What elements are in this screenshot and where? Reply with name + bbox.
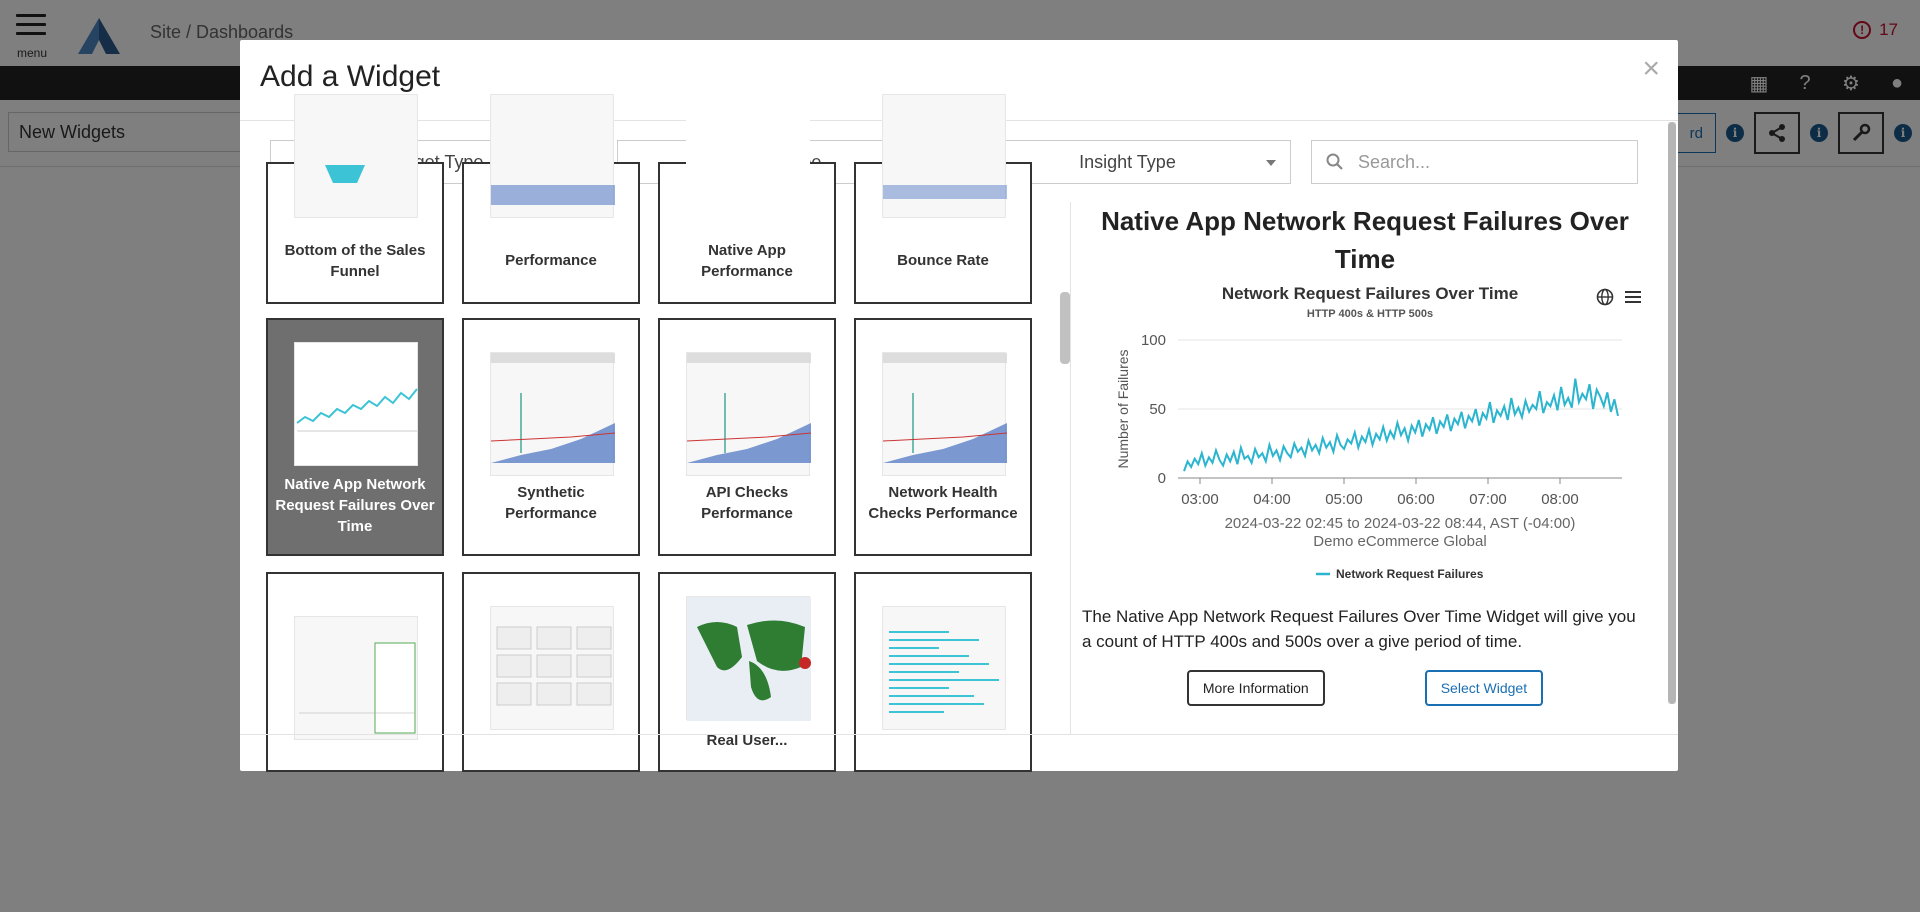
series-line [1184,379,1618,472]
x-tick-label: 07:00 [1469,491,1507,508]
widget-thumbnail [294,94,418,218]
x-tick-label: 08:00 [1541,491,1579,508]
widget-card[interactable] [658,162,836,304]
legend-label: Network Request Failures [1336,567,1484,581]
widget-thumbnail [686,352,810,476]
y-tick-label: 50 [1149,401,1166,418]
detail-title: Native App Network Request Failures Over Time [1101,206,1629,274]
modal-scrollbar[interactable] [1668,122,1676,704]
widget-card[interactable] [854,162,1032,304]
modal-body [240,202,1678,749]
x-tick-label: 05:00 [1325,491,1363,508]
chevron-down-icon [1266,160,1276,166]
x-tick-label: 03:00 [1181,491,1219,508]
line-chart [1092,328,1648,628]
widget-thumbnail [686,596,810,720]
y-tick-label: 0 [1157,470,1166,487]
search-icon [1326,153,1344,171]
widget-thumbnail [686,94,810,218]
widget-thumbnail [882,606,1006,730]
chart-container [1092,284,1648,581]
widget-thumbnail [490,606,614,730]
widget-card[interactable] [462,162,640,304]
widget-card-label: Native App Network Request Failures Over Time [275,476,435,535]
search-input[interactable] [1311,140,1638,184]
widget-thumbnail [882,94,1006,218]
globe-icon[interactable] [1596,288,1614,306]
widget-card-label: Real User... [706,732,788,749]
chart-title: Network Request Failures Over Time [1221,284,1519,303]
widget-card-label: Native App Performance [701,242,793,280]
chart-caption: Demo eCommerce Global [1313,533,1487,550]
chart-menu-icon[interactable] [1624,288,1642,306]
widget-card-selected[interactable] [266,318,444,556]
widget-card-label: Network Health Checks Performance [868,484,1018,522]
widget-card[interactable] [854,318,1032,556]
widget-detail-panel [1082,202,1648,734]
widget-card[interactable] [658,318,836,556]
chart-subtitle: HTTP 400s & HTTP 500s [1306,308,1434,320]
more-information-button[interactable]: More Information [1187,670,1325,706]
widget-card-label: API Checks Performance [701,484,793,522]
widget-thumbnail [490,94,614,218]
widget-card[interactable] [266,162,444,304]
modal-footer [240,734,1678,772]
grid-scrollbar-thumb[interactable] [1060,292,1070,364]
search-placeholder: Search... [1357,151,1430,172]
add-widget-modal [240,40,1678,771]
y-axis-label: Number of Failures [1115,349,1131,469]
widget-card[interactable] [462,318,640,556]
widget-card-label: Bottom of the Sales Funnel [284,242,426,280]
insight-type-label: Insight Type [1079,151,1176,172]
widget-card-label: Bounce Rate [897,252,989,269]
grid-scrollbar[interactable] [1060,202,1070,734]
widget-grid [266,202,1042,749]
widget-card-label: Synthetic Performance [505,484,597,522]
widget-card-label: Performance [505,252,597,269]
x-axis-label: 2024-03-22 02:45 to 2024-03-22 08:44, AST (-04:00) [1224,515,1576,532]
select-widget-button[interactable]: Select Widget [1425,670,1543,706]
modal-scrollbar-thumb[interactable] [1668,122,1676,704]
widget-thumbnail [294,342,418,466]
widget-thumbnail [294,616,418,740]
close-icon[interactable]: × [1642,52,1660,85]
widget-description: The Native App Network Request Failures Over Time Widget will give you a count of HTTP 400s and 500s over a give period of time. [1082,607,1636,651]
widget-thumbnail [882,352,1006,476]
widget-thumbnail [490,352,614,476]
x-tick-label: 04:00 [1253,491,1291,508]
x-tick-label: 06:00 [1397,491,1435,508]
panel-divider [1070,202,1071,734]
y-tick-label: 100 [1140,332,1166,349]
modal-title: Add a Widget [260,60,441,93]
